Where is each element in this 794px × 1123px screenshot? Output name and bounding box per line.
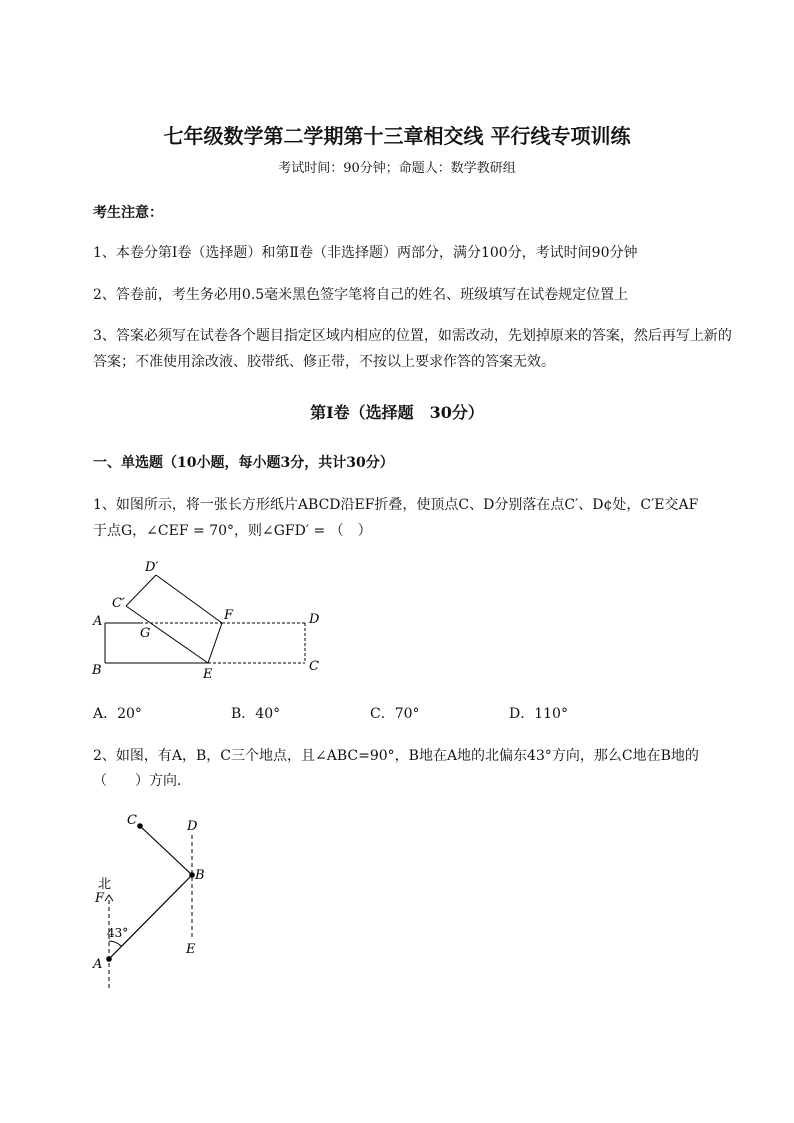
question-1-option-c: C．70° (370, 706, 420, 722)
question-1-line-2: 于点G，∠CEF = 70°，则∠GFD′ = （ ） (93, 523, 372, 539)
notice-item-2: 2、答卷前，考生务必用0.5毫米黑色签字笔将自己的姓名、班级填写在试卷规定位置上 (93, 287, 629, 303)
question-1-option-a: A．20° (93, 706, 142, 722)
segment-AB (109, 875, 192, 959)
edge-C1D1 (126, 575, 156, 606)
label-D-prime: D′ (145, 560, 159, 575)
label-E: E (203, 667, 213, 682)
part-heading: 一、单选题（10小题，每小题3分，共计30分） (93, 455, 394, 471)
label-B: B (92, 663, 102, 678)
question-1-option-d: D．110° (509, 706, 568, 722)
label-G: G (140, 626, 151, 641)
question-2-line-2: （ ）方向． (93, 773, 191, 789)
point-C (137, 823, 143, 829)
label-A: A (93, 614, 103, 629)
label-F: F (224, 608, 234, 623)
point-A (106, 956, 112, 962)
label-A: A (93, 957, 103, 972)
question-2-line-1: 2、如图，有A，B，C三个地点，且∠ABC=90°，B地在A地的北偏东43°方向，那么C地在B地的 (93, 748, 699, 764)
question-1-option-b: B．40° (231, 706, 281, 722)
label-angle: 43° (107, 926, 129, 940)
label-B: B (195, 868, 205, 883)
fold-line-EF (208, 623, 222, 663)
label-C: C (127, 813, 137, 828)
point-B (189, 872, 195, 878)
label-E: E (186, 942, 196, 957)
label-D: D (309, 612, 320, 627)
page-title: 七年级数学第二学期第十三章相交线 平行线专项训练 (163, 124, 631, 148)
label-C: C (309, 659, 319, 674)
segment-BC (140, 826, 192, 875)
edge-D1F (156, 575, 222, 623)
edge-EC1 (126, 606, 208, 663)
label-C-prime: C′ (112, 596, 125, 611)
label-F: F (95, 891, 105, 906)
question-2-figure (85, 805, 215, 995)
section-title: 第I卷（选择题 30分） (310, 403, 484, 422)
notice-item-3: 3、答案必须写在试卷各个题目指定区域内相应的位置，如需改动，先划掉原来的答案，然后再写上新的答案；不准使用涂改液、胶带纸、修正带，不按以上要求作答的答案无效。 (93, 328, 732, 370)
notice-heading: 考生注意： (93, 205, 163, 221)
label-D: D (187, 819, 198, 834)
label-north: 北 (98, 877, 112, 892)
question-1-line-1: 1、如图所示，将一张长方形纸片ABCD沿EF折叠，使顶点C、D分别落在点C′、D¢处，C′E交AF (93, 497, 699, 513)
angle-arc (109, 941, 121, 946)
question-1-figure (85, 550, 335, 685)
notice-item-1: 1、本卷分第I卷（选择题）和第Ⅱ卷（非选择题）两部分，满分100分，考试时间90分钟 (93, 245, 638, 261)
exam-info: 考试时间：90分钟；命题人：数学教研组 (278, 161, 516, 176)
